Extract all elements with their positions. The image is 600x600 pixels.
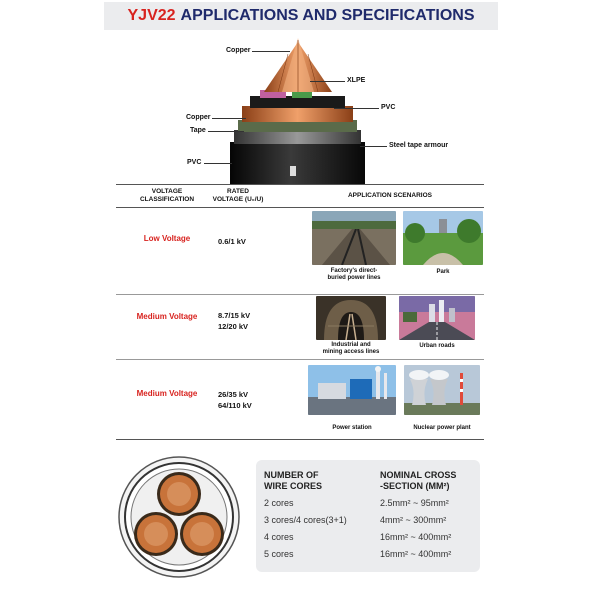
label-pvc-right: PVC xyxy=(381,104,396,111)
tunnel-photo-icon xyxy=(316,296,386,340)
scenario-caption: Nuclear power plant xyxy=(413,425,471,431)
voltage-classification: Low Voltage xyxy=(143,234,191,243)
park-photo-icon xyxy=(403,211,483,265)
copper-core xyxy=(134,512,178,556)
copper-core xyxy=(157,472,201,516)
scenario-card xyxy=(404,365,480,433)
scenario-caption: Park xyxy=(436,269,450,275)
rated-voltage xyxy=(218,389,252,411)
label-copper-left: Copper xyxy=(186,114,211,121)
spec-header-cross-section: NOMINAL CROSS -SECTION (MM²) xyxy=(380,470,457,491)
spec-cores-value: 5 cores xyxy=(264,549,294,559)
label-steel-tape-armour: Steel tape armour xyxy=(389,142,449,149)
voltage-classification: Medium Voltage xyxy=(136,312,198,321)
spec-section-value: 16mm² ~ 400mm² xyxy=(380,549,452,559)
spec-cores-value: 2 cores xyxy=(264,498,294,508)
cable-structure-illustration xyxy=(200,34,400,184)
label-tape: Tape xyxy=(190,127,206,134)
rated-voltage xyxy=(218,310,250,332)
specifications-panel xyxy=(256,460,480,572)
label-xlpe: XLPE xyxy=(347,77,366,84)
outer-sheath xyxy=(230,142,365,184)
cable-cross-section-illustration xyxy=(118,456,240,578)
label-copper-top: Copper xyxy=(226,47,251,54)
copper-core xyxy=(180,512,224,556)
spec-section-value: 4mm² ~ 300mm² xyxy=(380,515,447,525)
spec-section-value: 2.5mm² ~ 95mm² xyxy=(380,498,449,508)
scenario-caption: Urban roads xyxy=(419,343,455,349)
title-text: APPLICATIONS AND SPECIFICATIONS xyxy=(180,7,475,24)
rated-voltage-value: 12/20 kV xyxy=(218,322,249,331)
leader-line xyxy=(360,146,387,147)
rated-voltage-value: 26/35 kV xyxy=(218,390,249,399)
leader-line xyxy=(212,118,246,119)
table-row xyxy=(116,294,484,360)
scenario-card xyxy=(399,296,475,358)
spec-section-value: 16mm² ~ 400mm² xyxy=(380,532,452,542)
header-voltage-classification: VOLTAGE CLASSIFICATION xyxy=(139,188,195,203)
spec-cores-value: 4 cores xyxy=(264,532,294,542)
label-pvc-left: PVC xyxy=(187,159,202,166)
rated-voltage-value: 64/110 kV xyxy=(218,401,252,410)
title-banner xyxy=(104,2,498,30)
voltage-classification: Medium Voltage xyxy=(136,389,198,398)
leader-line xyxy=(208,131,244,132)
scenario-card xyxy=(403,211,483,289)
scenario-caption: Power station xyxy=(332,425,372,431)
scenario-card xyxy=(312,211,396,289)
rated-voltage-value: 0.6/1 kV xyxy=(218,237,246,246)
rated-voltage xyxy=(218,236,246,247)
table-row xyxy=(116,359,484,440)
leader-line xyxy=(252,51,290,52)
scenario-caption: Factory's direct- buried power lines xyxy=(327,268,381,281)
trench-photo-icon xyxy=(312,211,396,265)
scenario-card xyxy=(316,296,386,358)
spec-cores-value: 3 cores/4 cores(3+1) xyxy=(264,515,347,525)
title-prefix: YJV22 xyxy=(127,7,176,24)
table-row xyxy=(116,206,484,295)
table-header xyxy=(116,184,484,208)
spec-header-cores: NUMBER OF WIRE CORES xyxy=(264,470,323,491)
leader-line xyxy=(204,163,232,164)
header-rated-voltage: RATED VOLTAGE (U₀/U) xyxy=(212,188,264,203)
header-application-scenarios: APPLICATION SCENARIOS xyxy=(347,192,433,199)
scenario-card xyxy=(308,365,396,433)
power-station-photo-icon xyxy=(308,365,396,415)
rated-voltage-value: 8.7/15 kV xyxy=(218,311,251,320)
nuclear-plant-photo-icon xyxy=(404,365,480,415)
leader-line xyxy=(334,108,379,109)
city-road-photo-icon xyxy=(399,296,475,340)
scenario-caption: Industrial and mining access lines xyxy=(322,342,380,355)
leader-line xyxy=(310,81,345,82)
